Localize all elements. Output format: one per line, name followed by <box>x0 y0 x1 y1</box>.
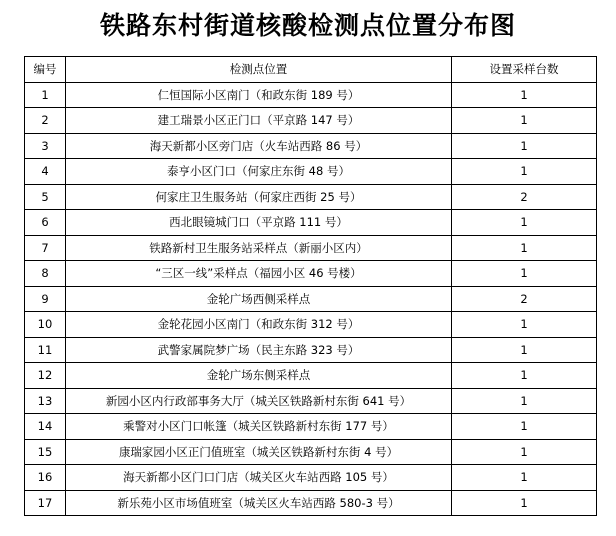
header-station-count: 设置采样台数 <box>452 57 597 83</box>
cell-location: 仁恒国际小区南门（和政东街 189 号） <box>66 82 452 108</box>
cell-location: 泰亨小区门口（何家庄东街 48 号） <box>66 159 452 185</box>
cell-location: 金轮广场东侧采样点 <box>66 363 452 389</box>
header-location: 检测点位置 <box>66 57 452 83</box>
cell-station-count: 1 <box>452 159 597 185</box>
table-row <box>25 82 597 108</box>
cell-station-count: 1 <box>452 388 597 414</box>
cell-number: 3 <box>25 133 66 159</box>
cell-location: 西北眼镜城门口（平京路 111 号） <box>66 210 452 236</box>
cell-number: 15 <box>25 439 66 465</box>
cell-number: 10 <box>25 312 66 338</box>
table-row <box>25 388 597 414</box>
cell-location: 金轮花园小区南门（和政东街 312 号） <box>66 312 452 338</box>
cell-station-count: 1 <box>452 82 597 108</box>
page-title: 铁路东村街道核酸检测点位置分布图 <box>99 11 516 40</box>
cell-number: 12 <box>25 363 66 389</box>
cell-location: 金轮广场西侧采样点 <box>66 286 452 312</box>
table-row <box>25 108 597 134</box>
header-number: 编号 <box>25 57 66 83</box>
cell-number: 13 <box>25 388 66 414</box>
cell-station-count: 1 <box>452 210 597 236</box>
cell-station-count: 1 <box>452 261 597 287</box>
cell-station-count: 2 <box>452 286 597 312</box>
cell-station-count: 1 <box>452 312 597 338</box>
cell-number: 2 <box>25 108 66 134</box>
cell-location: 乘警对小区门口帐篷（城关区铁路新村东街 177 号） <box>66 414 452 440</box>
cell-location: “三区一线”采样点（福园小区 46 号楼） <box>66 261 452 287</box>
cell-location: 康瑞家园小区正门值班室（城关区铁路新村东街 4 号） <box>66 439 452 465</box>
cell-location: 新乐苑小区市场值班室（城关区火车站西路 580-3 号） <box>66 490 452 516</box>
test-site-table <box>24 56 597 516</box>
table-header-row <box>25 57 597 83</box>
cell-station-count: 1 <box>452 439 597 465</box>
table-row <box>25 286 597 312</box>
table-row <box>25 261 597 287</box>
cell-station-count: 2 <box>452 184 597 210</box>
cell-number: 4 <box>25 159 66 185</box>
cell-location: 武警家属院梦广场（民主东路 323 号） <box>66 337 452 363</box>
table-row <box>25 363 597 389</box>
table-row <box>25 414 597 440</box>
cell-number: 7 <box>25 235 66 261</box>
table-row <box>25 235 597 261</box>
cell-number: 1 <box>25 82 66 108</box>
table-row <box>25 439 597 465</box>
cell-station-count: 1 <box>452 363 597 389</box>
cell-location: 建工瑞景小区正门口（平京路 147 号） <box>66 108 452 134</box>
cell-station-count: 1 <box>452 133 597 159</box>
table-row <box>25 184 597 210</box>
cell-location: 海天新都小区旁门店（火车站西路 86 号） <box>66 133 452 159</box>
cell-number: 11 <box>25 337 66 363</box>
cell-number: 5 <box>25 184 66 210</box>
cell-location: 海天新都小区门口门店（城关区火车站西路 105 号） <box>66 465 452 491</box>
cell-number: 14 <box>25 414 66 440</box>
cell-location: 铁路新村卫生服务站采样点（新丽小区内） <box>66 235 452 261</box>
cell-number: 9 <box>25 286 66 312</box>
table-row <box>25 337 597 363</box>
table-row <box>25 210 597 236</box>
cell-station-count: 1 <box>452 465 597 491</box>
cell-number: 17 <box>25 490 66 516</box>
table-row <box>25 133 597 159</box>
cell-number: 16 <box>25 465 66 491</box>
cell-station-count: 1 <box>452 490 597 516</box>
cell-location: 新园小区内行政部事务大厅（城关区铁路新村东街 641 号） <box>66 388 452 414</box>
table-row <box>25 465 597 491</box>
cell-number: 8 <box>25 261 66 287</box>
cell-station-count: 1 <box>452 235 597 261</box>
table-row <box>25 159 597 185</box>
cell-number: 6 <box>25 210 66 236</box>
table-row <box>25 490 597 516</box>
table-row <box>25 312 597 338</box>
cell-station-count: 1 <box>452 108 597 134</box>
cell-location: 何家庄卫生服务站（何家庄西街 25 号） <box>66 184 452 210</box>
cell-station-count: 1 <box>452 337 597 363</box>
table-body <box>25 82 597 516</box>
cell-station-count: 1 <box>452 414 597 440</box>
